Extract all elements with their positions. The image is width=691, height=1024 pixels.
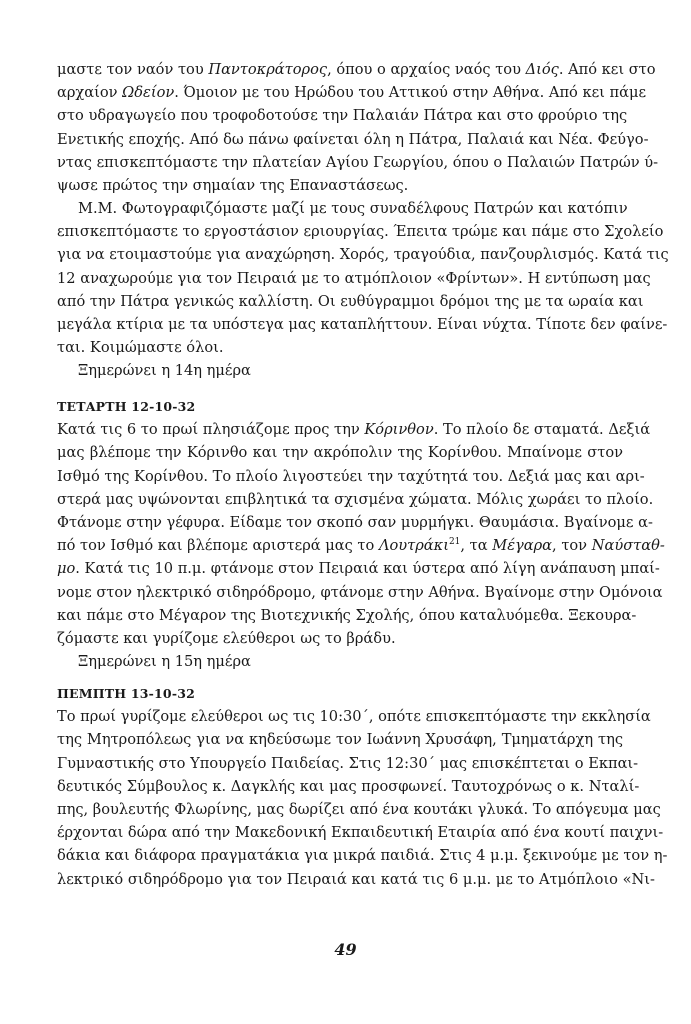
text-line: ψωσε πρώτος την σημαίαν της Επαναστάσεως. bbox=[57, 177, 409, 195]
text-line: λεκτρικό σιδηρόδρομο για τον Πειραιά και κατά τις 6 μ.μ. με το Ατμόπλοιο «Νι- bbox=[57, 870, 655, 888]
section-thursday bbox=[57, 682, 668, 891]
text-line: της Μητροπόλεως για να κηδεύσωμε τον Ιωάννη Χρυσάφη, Τμηματάρχη της bbox=[57, 731, 623, 749]
text-line: Το πρωί γυρίζομε ελεύθεροι ως τις 10:30΄, οπότε επισκεπτόμαστε την εκκλησία bbox=[57, 708, 651, 726]
footnote-marker: 21 bbox=[448, 537, 461, 548]
text-line: και πάμε στο Μέγαρον της Βιοτεχνικής Σχολής, όπου καταλυόμεθα. Ξεκουρα- bbox=[57, 606, 637, 624]
text-line: αρχαίον Ωδείον. Όμοιον με του Ηρώδου του Αττικού στην Αθήνα. Από κει πάμε bbox=[57, 84, 647, 102]
text-line: 12 αναχωρούμε για τον Πειραιά με το ατμόπλοιον «Φρίντων». Η εντύπωση μας bbox=[57, 269, 651, 287]
text-line: Φτάνομε στην γέφυρα. Είδαμε τον σκοπό σαν μυρμήγκι. Θαυμάσια. Βγαίνομε α- bbox=[57, 514, 653, 532]
dawn-line: Ξημερώνει η 14η ημέρα bbox=[78, 362, 251, 380]
text-line: μας βλέπομε την Κόρινθο και την ακρόπολιν της Κορίνθου. Μπαίνομε στον bbox=[57, 444, 623, 462]
paragraph-2 bbox=[57, 197, 669, 383]
text-line: Γυμναστικής στο Υπουργείο Παιδείας. Στις 12:30΄ μας επισκέπτεται ο Εκπαι- bbox=[57, 754, 639, 772]
text-line: στο υδραγωγείο που τροφοδοτούσε την Παλαιάν Πάτρα και στο φρούριο της bbox=[57, 107, 628, 125]
section-wednesday bbox=[57, 395, 665, 673]
text-line: ντας επισκεπτόμαστε την πλατείαν Αγίου Γεωργίου, όπου ο Παλαιών Πατρών ύ- bbox=[57, 153, 659, 171]
text-line: στερά μας υψώνονται επιβλητικά τα σχισμένα χώματα. Μόλις χωράει το πλοίο. bbox=[57, 490, 654, 508]
text-line: πης, βουλευτής Φλωρίνης, μας δωρίζει από ένα κουτάκι γλυκά. Το απόγευμα μας bbox=[57, 801, 661, 819]
section-heading: ΠΕΜΠΤΗ 13-10-32 bbox=[57, 686, 195, 701]
text-line: Κατά τις 6 το πρωί πλησιάζομε προς την Κόρινθον. Το πλοίο δε σταματά. Δεξιά bbox=[57, 421, 651, 439]
text-line: για να ετοιμαστούμε για αναχώρηση. Χορός, τραγούδια, πανζουρλισμός. Κατά τις bbox=[57, 246, 669, 264]
text-line: δάκια και διάφορα πραγματάκια για μικρά παιδιά. Στις 4 μ.μ. ξεκινούμε με τον η- bbox=[57, 847, 668, 865]
text-line: ται. Κοιμώμαστε όλοι. bbox=[57, 339, 224, 357]
text-line: νομε στον ηλεκτρικό σιδηρόδρομο, φτάνομε στην Αθήνα. Βγαίνομε στην Ομόνοια bbox=[57, 583, 663, 601]
text-line: μο. Κατά τις 10 π.μ. φτάνομε στον Πειραιά και ύστερα από λίγη ανάπαυση μπαί- bbox=[57, 560, 660, 578]
text-line: Ισθμό της Κορίνθου. Το πλοίο λιγοστεύει την ταχύτητά του. Δεξιά μας και αρι- bbox=[57, 467, 645, 485]
text-line: επισκεπτόμαστε το εργοστάσιον εριουργίας. Έπειτα τρώμε και πάμε στο Σχολείο bbox=[57, 223, 664, 241]
paragraph-1 bbox=[57, 58, 659, 197]
text-line: Μ.Μ. Φωτογραφιζόμαστε μαζί με τους συναδέλφους Πατρών και κατόπιν bbox=[78, 200, 628, 217]
text-line: από την Πάτρα γενικώς καλλίστη. Οι ευθύγραμμοι δρόμοι της με τα ωραία και bbox=[57, 292, 644, 310]
text-line: μεγάλα κτίρια με τα υπόστεγα μας καταπλήττουν. Είναι νύχτα. Τίποτε δεν φαίνε- bbox=[57, 316, 668, 334]
dawn-line: Ξημερώνει η 15η ημέρα bbox=[78, 653, 251, 671]
page-number: 49 bbox=[334, 940, 357, 959]
text-line: πό τον Ισθμό και βλέπομε αριστερά μας το Λουτράκι$^{21}$, τα Μέγαρα, τον Ναύσταθ- bbox=[57, 537, 665, 555]
text-line: μαστε τον ναόν του Παντοκράτορος, όπου ο αρχαίος ναός του Διός. Από κει στο bbox=[57, 61, 656, 78]
text-line: δευτικός Σύμβουλος κ. Δαγκλής και μας προσφωνεί. Ταυτοχρόνως ο κ. Νταλί- bbox=[57, 777, 640, 795]
section-heading: ΤΕΤΑΡΤΗ 12-10-32 bbox=[57, 399, 196, 414]
text-line: έρχονται δώρα από την Μακεδονική Εκπαιδευτική Εταιρία από ένα κουτί παιχνι- bbox=[57, 824, 664, 842]
text-line: Ενετικής εποχής. Από δω πάνω φαίνεται όλη η Πάτρα, Παλαιά και Νέα. Φεύγο- bbox=[57, 130, 649, 148]
text-line: ζόμαστε και γυρίζομε ελεύθεροι ως το βράδυ. bbox=[57, 630, 396, 648]
